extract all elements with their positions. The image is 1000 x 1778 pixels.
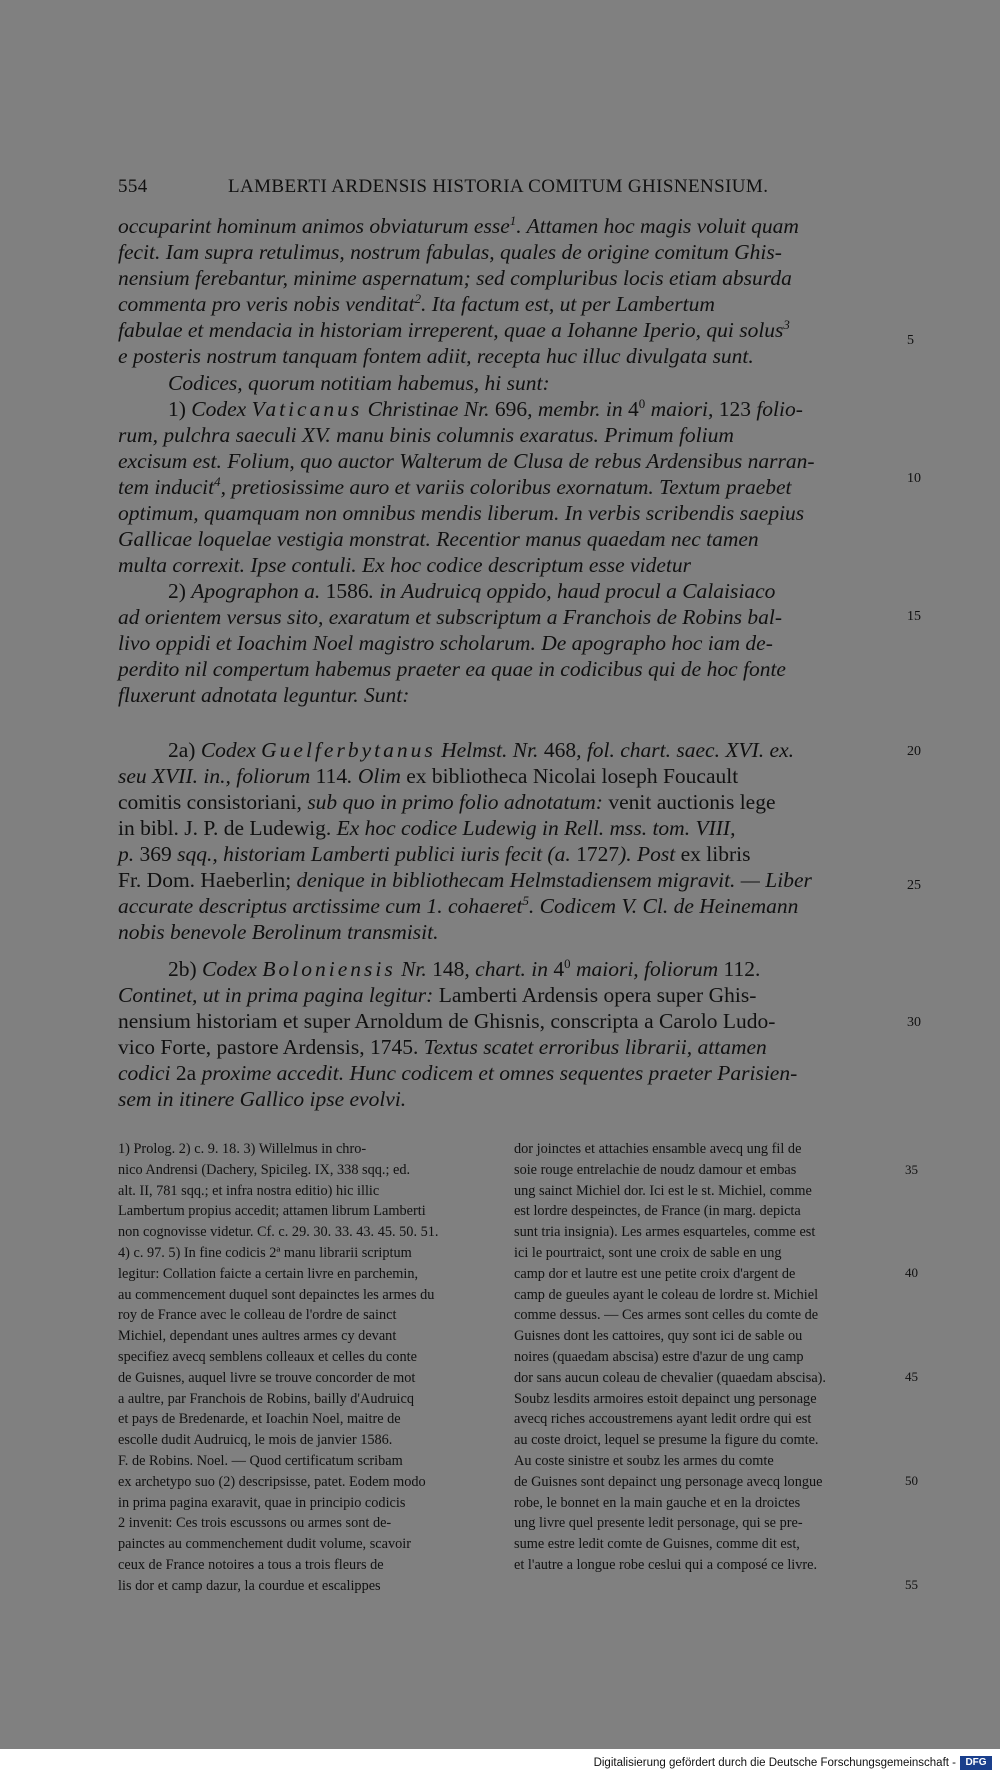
- footnote-line: camp dor et lautre est une petite croix d'argent de: [514, 1265, 796, 1282]
- line-number: 10: [907, 471, 921, 486]
- footnote-line: avecq riches accoustremens ayant ledit ordre qui est: [514, 1411, 812, 1428]
- body-line: sem in itinere Gallico ipse evolvi.: [118, 1087, 407, 1111]
- body-line: occuparint hominum animos obviaturum esse$^1$. Attamen hoc magis voluit quam: [118, 213, 799, 238]
- body-line: 2) Apographon a. 1586. in Audruicq oppido, haud procul a Calaisiaco: [168, 579, 776, 603]
- footnote-line: Michiel, dependant unes aultres armes cy devant: [118, 1328, 397, 1345]
- footnote-line: alt. II, 781 sqq.; et infra nostra editio) hic illic: [118, 1182, 380, 1199]
- footnote-line: non cognovisse videtur. Cf. c. 29. 30. 33. 43. 45. 50. 51.: [118, 1224, 439, 1241]
- footnote-line: 1) Prolog. 2) c. 9. 18. 3) Willelmus in chro-: [118, 1141, 367, 1157]
- page-number: 554: [118, 176, 148, 197]
- footnote-line: Guisnes dont les cattoires, quy sont ici de sable ou: [514, 1328, 803, 1345]
- footnote-line: de Guisnes, auquel livre se trouve concorder de mot: [118, 1369, 416, 1386]
- body-line: tem inducit$^4$, pretiosissime auro et variis coloribus exornatum. Textum praebet: [118, 474, 792, 499]
- body-line: fecit. Iam supra retulimus, nostrum fabulas, quales de origine comitum Ghis-: [118, 240, 782, 264]
- body-line: fabulae et mendacia in historiam irreperent, quae a Iohanne Iperio, qui solus$^3$: [118, 317, 790, 342]
- footnote-line-number: 35: [905, 1162, 918, 1177]
- body-line: 2a) Codex Guelferbytanus Helmst. Nr. 468, fol. chart. saec. XVI. ex.: [168, 738, 794, 762]
- digitization-footer: [0, 1749, 1000, 1778]
- body-line: optimum, quamquam non omnibus mendis liberum. In verbis scribendis saepius: [118, 501, 805, 525]
- footnote-line: soie rouge entrelachie de noudz damour et embas: [514, 1161, 797, 1178]
- body-line: fluxerunt adnotata leguntur. Sunt:: [118, 683, 410, 707]
- line-number: 5: [907, 333, 914, 348]
- running-header: [118, 176, 918, 206]
- line-number: 30: [907, 1015, 921, 1030]
- body-line: e posteris nostrum tanquam fontem adiit, recepta huc illuc divulgata sunt.: [118, 344, 754, 368]
- body-line: codici 2a proxime accedit. Hunc codicem et omnes sequentes praeter Parisien-: [118, 1061, 798, 1085]
- footnote-line-number: 50: [905, 1473, 918, 1488]
- footnote-line: 2 invenit: Ces trois escussons ou armes sont de-: [118, 1515, 392, 1532]
- line-number: 15: [907, 609, 921, 624]
- footnote-line: 4) c. 97. 5) In fine codicis 2ª manu librarii scriptum: [118, 1245, 412, 1261]
- footnote-line: au commencement duquel sont depainctes les armes du: [118, 1286, 435, 1303]
- body-line: commenta pro veris nobis venditat$^2$. Ita factum est, ut per Lambertum: [118, 291, 715, 316]
- footnote-line: a aultre, par Franchois de Robins, bailly d'Audruicq: [118, 1390, 414, 1407]
- footnote-line: escolle dudit Audruicq, le mois de janvier 1586.: [118, 1432, 393, 1449]
- footnote-line-number: 45: [905, 1369, 918, 1384]
- footnote-line: robe, le bonnet en la main gauche et en la droictes: [514, 1494, 801, 1511]
- funding-credit: Digitalisierung gefördert durch die Deutsche Forschungsgemeinschaft -: [593, 1757, 956, 1769]
- footnote-line: au coste droict, lequel se presume la figure du comte.: [514, 1432, 819, 1449]
- footnote-line: camp de gueules ayant le coleau de lordre st. Michiel: [514, 1286, 819, 1303]
- footnote-line: est lordre despeinctes, de France (in marg. depicta: [514, 1203, 801, 1220]
- line-number: 25: [907, 878, 921, 893]
- body-line: nensium historiam et super Arnoldum de Ghisnis, conscripta a Carolo Ludo-: [118, 1009, 776, 1033]
- footnote-line: F. de Robins. Noel. — Quod certificatum scribam: [118, 1453, 403, 1469]
- body-line: p. 369 sqq., historiam Lamberti publici iuris fecit (a. 1727). Post ex libris: [118, 842, 751, 866]
- body-line: comitis consistoriani, sub quo in primo folio adnotatum: venit auctionis lege: [118, 790, 776, 814]
- footnote-line: ung livre quel presente ledit personage, qui se pre-: [514, 1515, 803, 1532]
- footnote-line: dor joinctes et attachies ensamble avecq ung fil de: [514, 1141, 802, 1157]
- body-line: perdito nil compertum habemus praeter ea quae in codicibus qui de hoc fonte: [118, 657, 786, 681]
- footnote-line: noires (quaedam abscisa) estre d'azur de ung camp: [514, 1349, 804, 1365]
- footnote-line: ceux de France notoires a tous a trois fleurs de: [118, 1557, 384, 1573]
- footnote-line: comme dessus. — Ces armes sont celles du comte de: [514, 1307, 819, 1324]
- footnote-line: roy de France avec le colleau de l'ordre de sainct: [118, 1307, 397, 1324]
- footnote-line: ex archetypo suo (2) descripsisse, patet. Eodem modo: [118, 1473, 426, 1490]
- footnote-line: sume estre ledit comte de Guisnes, comme dit est,: [514, 1536, 800, 1553]
- footnote-line: Lambertum propius accedit; attamen librum Lamberti: [118, 1203, 426, 1220]
- body-line: excisum est. Folium, quo auctor Walterum de Clusa de rebus Ardensibus narran-: [118, 449, 815, 473]
- footnote-line: et l'autre a longue robe ceslui qui a composé ce livre.: [514, 1557, 818, 1573]
- footnote-line: in prima pagina exaravit, quae in principio codicis: [118, 1494, 406, 1511]
- footnote-line: de Guisnes sont depainct ung personage avecq longue: [514, 1473, 823, 1490]
- footnote-line-number: 55: [905, 1577, 918, 1592]
- body-line: 2b) Codex Boloniensis Nr. 148, chart. in $4^0$ maiori, foliorum 112.: [168, 956, 761, 981]
- footnote-line: lis dor et camp dazur, la courdue et escalippes: [118, 1577, 381, 1594]
- body-line: Codices, quorum notitiam habemus, hi sunt:: [168, 371, 550, 395]
- footnote-line: et pays de Bredenarde, et Ioachin Noel, maitre de: [118, 1411, 401, 1428]
- footnote-line-number: 40: [905, 1265, 918, 1280]
- body-line: nobis benevole Berolinum transmisit.: [118, 920, 439, 944]
- footnote-line: Au coste sinistre et soubz les armes du comte: [514, 1453, 774, 1469]
- body-line: nensium ferebantur, minime aspernatum; sed compluribus locis etiam absurda: [118, 266, 792, 290]
- footnote-line: sunt tria insignia). Les armes esquarteles, comme est: [514, 1224, 816, 1241]
- body-line: in bibl. J. P. de Ludewig. Ex hoc codice Ludewig in Rell. mss. tom. VIII,: [118, 816, 736, 840]
- body-line: Fr. Dom. Haeberlin; denique in bibliothecam Helmstadiensem migravit. — Liber: [118, 868, 812, 892]
- footnote-line: ici le pourtraict, sont une croix de sable en ung: [514, 1245, 782, 1261]
- running-title: LAMBERTI ARDENSIS HISTORIA COMITUM GHISNENSIUM.: [228, 176, 769, 197]
- body-line: livo oppidi et Ioachim Noel magistro scholarum. De apographo hoc iam de-: [118, 631, 773, 655]
- body-line: rum, pulchra saeculi XV. manu binis columnis exaratus. Primum folium: [118, 423, 734, 447]
- footnote-line: nico Andrensi (Dachery, Spicileg. IX, 338 sqq.; ed.: [118, 1161, 411, 1178]
- footnote-line: legitur: Collation faicte a certain livre en parchemin,: [118, 1265, 419, 1282]
- body-line: multa correxit. Ipse contuli. Ex hoc codice descriptum esse videtur: [118, 553, 691, 577]
- body-line: Continet, ut in prima pagina legitur: Lamberti Ardensis opera super Ghis-: [118, 983, 757, 1007]
- body-line: ad orientem versus sito, exaratum et subscriptum a Franchois de Robins bal-: [118, 605, 783, 629]
- footnote-line: ung sainct Michiel dor. Ici est le st. Michiel, comme: [514, 1182, 812, 1199]
- footnote-line: dor sans aucun coleau de chevalier (quaedam abscisa).: [514, 1369, 827, 1386]
- footnote-line: Soubz lesdits armoires estoit depainct ung personage: [514, 1390, 817, 1407]
- footnote-line: specifiez avecq semblens colleaux et celles du conte: [118, 1349, 417, 1365]
- body-line: seu XVII. in., foliorum 114. Olim ex bibliotheca Nicolai loseph Foucault: [118, 764, 739, 788]
- body-line: vico Forte, pastore Ardensis, 1745. Textus scatet erroribus librarii, attamen: [118, 1035, 767, 1059]
- body-line: 1) Codex Vaticanus Christinae Nr. 696, membr. in $4^0$ maiori, 123 folio-: [168, 396, 803, 421]
- dfg-logo: DFG: [960, 1756, 992, 1770]
- line-number: 20: [907, 744, 921, 759]
- body-line: accurate descriptus arctissime cum 1. cohaeret$^5$. Codicem V. Cl. de Heinemann: [118, 893, 799, 918]
- body-line: Gallicae loquelae vestigia monstrat. Recentior manus quaedam nec tamen: [118, 527, 759, 551]
- footnote-line: painctes au commenchement dudit volume, scavoir: [118, 1536, 411, 1553]
